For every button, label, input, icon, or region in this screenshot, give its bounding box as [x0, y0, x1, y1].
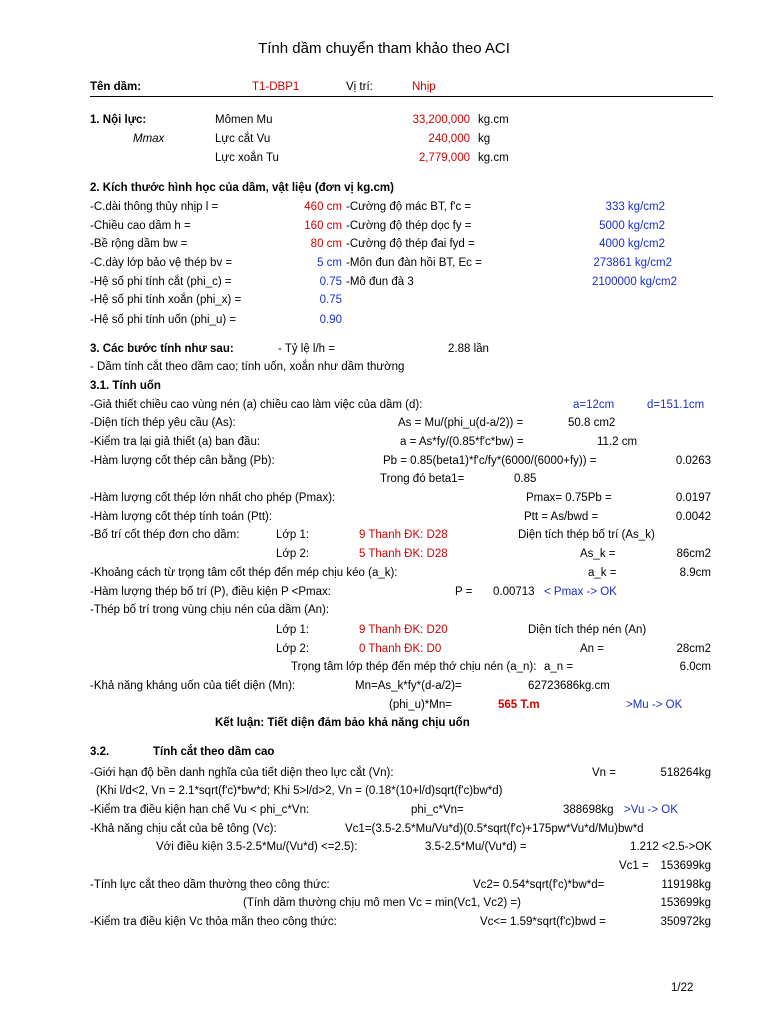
comp-layer-2-value: 0 Thanh ĐK: D0: [359, 643, 442, 655]
assume-label: -Giả thiết chiều cao vùng nén (a) chiều cao làm việc của dầm (d):: [90, 399, 423, 411]
pb-formula: Pb = 0.85(beta1)*f'c/fy*(6000/(6000+fy)) =: [383, 455, 597, 467]
condition-label: Với điều kiện 3.5-2.5*Mu/(Vu*d) <=2.5):: [156, 841, 358, 853]
torsion-value: 2,779,000: [418, 152, 470, 164]
torsion-label: Lực xoắn Tu: [215, 152, 279, 164]
phi-c-value: 0.75: [319, 276, 342, 288]
span-length-label: -C.dài thông thủy nhịp l =: [90, 201, 219, 213]
cover-value: 5 cm: [317, 257, 342, 269]
ptt-value: 0.0042: [675, 511, 711, 523]
vc1-label: Vc1 =: [619, 860, 649, 872]
pmax-label: -Hàm lượng cốt thép lớn nhất cho phép (Pmax):: [90, 492, 336, 504]
an-value: 28cm2: [676, 643, 711, 655]
an-label: An =: [580, 643, 604, 655]
vc2-row-label: -Tính lực cắt theo dầm thường theo công thức:: [90, 879, 330, 891]
fc-value: 333 kg/cm2: [605, 201, 665, 213]
ratio-label: - Tỷ lệ l/h =: [278, 343, 335, 355]
phi-vn-value: 388698kg: [563, 804, 614, 816]
rebar-layout-label: -Bố trí cốt thép đơn cho dầm:: [90, 529, 240, 541]
mn-label: -Khả năng kháng uốn của tiết diện (Mn):: [90, 680, 296, 692]
span-length-value: 460 cm: [304, 201, 342, 213]
check-a-label: -Kiểm tra lại giả thiết (a) ban đầu:: [90, 436, 261, 448]
vcmax-value: 350972kg: [660, 916, 711, 928]
fy-label: -Cường độ thép dọc fy =: [346, 220, 472, 232]
fyd-value: 4000 kg/cm2: [599, 238, 665, 250]
an-row-label: -Thép bố trí trong vùng chịu nén của dầm (An):: [90, 604, 330, 616]
p-label: P =: [455, 586, 473, 598]
ak-value: 8.9cm: [679, 567, 711, 579]
phi-u-label: -Hệ số phi tính uốn (phi_u) =: [90, 314, 237, 326]
condition-formula: 3.5-2.5*Mu/(Vu*d) =: [425, 841, 527, 853]
vn-row-label: -Giới hạn độ bền danh nghĩa của tiết diện theo lực cắt (Vn):: [90, 767, 394, 779]
ptt-label: -Hàm lượng cốt thép tính toán (Ptt):: [90, 511, 273, 523]
beam-width-label: -Bề rộng dầm bw =: [90, 238, 188, 250]
beam-height-value: 160 cm: [304, 220, 342, 232]
p-ok: < Pmax -> OK: [544, 586, 617, 598]
beam-position-label: Vị trí:: [346, 81, 373, 93]
ptt-formula: Ptt = As/bwd =: [524, 511, 599, 523]
check-a-value: 11.2 cm: [597, 436, 638, 448]
vcmax-row-label: -Kiểm tra điều kiện Vc thỏa mãn theo công thức:: [90, 916, 337, 928]
pb-label: -Hàm lượng cốt thép cân bằng (Pb):: [90, 455, 275, 467]
an-dist-value: 6.0cm: [679, 661, 711, 673]
phi-mn-ok: >Mu -> OK: [626, 699, 683, 711]
header-rule: [90, 96, 713, 97]
provided-area-label: Diện tích thép bố trí (As_k): [518, 529, 655, 541]
vc1-formula: Vc1=(3.5-2.5*Mu/Vu*d)(0.5*sqrt(f'c)+175pw*Vu*d/Mu)bw*d: [345, 823, 644, 835]
vc-min-label: (Tính dầm thường chịu mô men Vc = min(Vc1, Vc2) =): [243, 897, 521, 909]
page-title: Tính dầm chuyển tham khảo theo ACI: [258, 40, 510, 57]
shear-value: 240,000: [428, 133, 470, 145]
as-label: -Diện tích thép yêu cầu (As):: [90, 417, 236, 429]
phi-c-label: -Hệ số phi tính cắt (phi_c) =: [90, 276, 232, 288]
comp-layer-2-label: Lớp 2:: [276, 643, 310, 655]
fc-label: -Cường độ mác BT, f'c =: [346, 201, 472, 213]
phi-vn-label: phi_c*Vn=: [411, 804, 464, 816]
vcmax-formula: Vc<= 1.59*sqrt(f'c)bwd =: [480, 916, 606, 928]
comp-layer-1-label: Lớp 1:: [276, 624, 310, 636]
an-dist-label: Trọng tâm lớp thép đến mép thớ chịu nén (a_n):: [291, 661, 537, 673]
phi-x-value: 0.75: [319, 294, 342, 306]
beam-position: Nhịp: [412, 81, 436, 93]
comp-layer-1-value: 9 Thanh ĐK: D20: [359, 624, 448, 636]
section-1-heading: 1. Nội lực:: [90, 114, 147, 126]
p-value: 0.00713: [493, 586, 535, 598]
layer-1-label: Lớp 1:: [276, 529, 310, 541]
layer-1-value: 9 Thanh ĐK: D28: [359, 529, 448, 541]
vu-row-label: -Kiểm tra điều kiện hạn chế Vu < phi_c*Vn:: [90, 804, 310, 816]
torsion-unit: kg.cm: [478, 152, 509, 164]
ec-value: 273861 kg/cm2: [593, 257, 672, 269]
page-number: 1/22: [671, 982, 694, 994]
vn-value: 518264kg: [660, 767, 711, 779]
phi-mn-value: 565 T.m: [498, 699, 540, 711]
d-value: d=151.1cm: [647, 399, 705, 411]
pmax-value: 0.0197: [675, 492, 711, 504]
layer-2-value: 5 Thanh ĐK: D28: [359, 548, 448, 560]
ak-label: a_k =: [588, 567, 617, 579]
ask-value: 86cm2: [676, 548, 711, 560]
an-dist-symbol: a_n =: [544, 661, 574, 673]
moment-label: Mômen Mu: [215, 114, 273, 126]
fyd-label: -Cường độ thép đai fyd =: [346, 238, 475, 250]
mmax-label: Mmax: [133, 133, 165, 145]
phi-mn-label: (phi_u)*Mn=: [389, 699, 452, 711]
p-row-label: -Hàm lượng thép bố trí (P), điều kiện P <Pmax:: [90, 586, 331, 598]
moment-value: 33,200,000: [412, 114, 470, 126]
ratio-value: 2.88 lần: [448, 343, 489, 355]
shear-unit: kg: [478, 133, 491, 145]
subsection-3-1: 3.1. Tính uốn: [90, 380, 161, 392]
ask-label: As_k =: [580, 548, 616, 560]
phi-u-value: 0.90: [319, 314, 342, 326]
pb-value: 0.0263: [675, 455, 711, 467]
beam-width-value: 80 cm: [310, 238, 342, 250]
section-2-heading: 2. Kích thước hình học của dầm, vật liệu (đơn vị kg.cm): [90, 182, 394, 194]
subsection-3-2-number: 3.2.: [90, 746, 110, 758]
comp-area-label: Diện tích thép nén (An): [528, 624, 647, 636]
fy-value: 5000 kg/cm2: [599, 220, 665, 232]
beam-height-label: -Chiều cao dầm h =: [90, 220, 191, 232]
as-formula: As = Mu/(phi_u(d-a/2)) =: [398, 417, 524, 429]
as-value: 50.8 cm2: [568, 417, 616, 429]
vc-row-label: -Khả năng chịu cắt của bê tông (Vc):: [90, 823, 277, 835]
ec-label: -Môn đun đàn hồi BT, Ec =: [346, 257, 482, 269]
shear-label: Lực cắt Vu: [215, 133, 271, 145]
vc-min-value: 153699kg: [660, 897, 711, 909]
section-3-heading: 3. Các bước tính như sau:: [90, 343, 234, 355]
es-label: -Mô đun đà 3: [346, 276, 414, 288]
cover-label: -C.dày lớp bảo vệ thép bv =: [90, 257, 233, 269]
beam-name: T1-DBP1: [252, 81, 300, 93]
beta1-label: Trong đó beta1=: [380, 473, 465, 485]
vn-label: Vn =: [592, 767, 616, 779]
es-value: 2100000 kg/cm2: [591, 276, 677, 288]
ak-row-label: -Khoảng cách từ trọng tâm cốt thép đến mép chịu kéo (a_k):: [90, 567, 398, 579]
vc2-formula: Vc2= 0.54*sqrt(f'c)*bw*d=: [473, 879, 605, 891]
mn-formula: Mn=As_k*fy*(d-a/2)=: [355, 680, 462, 692]
flexure-conclusion: Kết luận: Tiết diện đảm bảo khả năng chịu uốn: [215, 717, 470, 729]
check-a-formula: a = As*fy/(0.85*f'c*bw) =: [400, 436, 524, 448]
moment-unit: kg.cm: [478, 114, 509, 126]
vn-note: (Khi l/d<2, Vn = 2.1*sqrt(f'c)*bw*d; Khi 5>l/d>2, Vn = (0.18*(10+l/d)sqrt(f'c)bw*d): [96, 785, 503, 797]
phi-vn-ok: >Vu -> OK: [624, 804, 678, 816]
phi-x-label: -Hệ số phi tính xoắn (phi_x) =: [90, 294, 242, 306]
mn-value: 62723686kg.cm: [528, 680, 610, 692]
pmax-formula: Pmax= 0.75Pb =: [526, 492, 612, 504]
layer-2-label: Lớp 2:: [276, 548, 310, 560]
beta1-value: 0.85: [514, 473, 537, 485]
condition-value: 1.212 <2.5->OK: [630, 841, 712, 853]
design-note: - Dầm tính cắt theo dầm cao; tính uốn, xoắn như dầm thường: [90, 361, 405, 373]
subsection-3-2-title: Tính cắt theo dầm cao: [153, 746, 275, 758]
beam-name-label: Tên dầm:: [90, 81, 142, 93]
a-value: a=12cm: [573, 399, 615, 411]
vc2-value: 119198kg: [661, 879, 711, 891]
vc1-value: 153699kg: [660, 860, 711, 872]
